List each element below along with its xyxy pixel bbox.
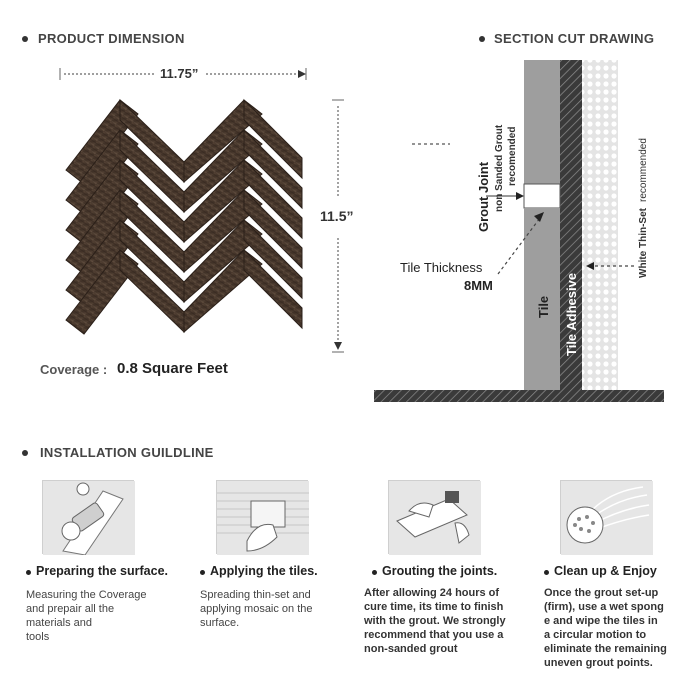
- step-3-desc-line: After allowing 24 hours of: [364, 587, 500, 599]
- step-1-desc-line: materials and: [26, 617, 93, 629]
- step-1-desc-line: Measuring the Coverage: [26, 589, 147, 601]
- step-2-desc: [200, 588, 350, 630]
- step-4-desc-line: e and wipe the tiles in: [544, 615, 658, 627]
- trowel-icon: [217, 481, 309, 555]
- step-2-desc-line: applying mosaic on the: [200, 603, 313, 615]
- step-4-image: [560, 480, 652, 554]
- step-2-bullet: [200, 570, 205, 575]
- thickness-value: 8MM: [464, 278, 493, 293]
- grout-note-line2: recomended: [507, 126, 518, 186]
- step-2-desc-line: Spreading thin-set and: [200, 589, 311, 601]
- step-3-image: [388, 480, 480, 554]
- step-3-desc-line: non-sanded grout: [364, 643, 458, 655]
- coverage-label: Coverage :: [40, 362, 108, 377]
- step-1-desc: [26, 588, 176, 644]
- step-3-desc-line: with the grout. We strongly: [364, 615, 506, 627]
- grout-float-icon: [389, 481, 481, 555]
- step-1-bullet: [26, 570, 31, 575]
- herringbone-tile-image: [58, 92, 310, 348]
- thinset-label-b: recommended: [638, 138, 649, 202]
- step-4-desc-line: Once the grout set-up: [544, 587, 659, 599]
- step-1-desc-line: tools: [26, 631, 50, 643]
- step-2-image: [216, 480, 308, 554]
- step-3-desc-line: cure time, its time to finish: [364, 601, 504, 613]
- step-4-desc-line: a circular motion to: [544, 629, 647, 641]
- step-3-desc-line: recommend that you use a: [364, 629, 504, 641]
- tile-thickness-label: Tile Thickness: [400, 260, 483, 275]
- step-1-image: [42, 480, 134, 554]
- substrate-layer: [582, 60, 618, 390]
- step-4-title: Clean up & Enjoy: [554, 564, 657, 578]
- width-label: 11.75”: [160, 66, 199, 81]
- step-4-desc-line: uneven grout points.: [544, 657, 653, 669]
- grout-joint-gap: [524, 184, 560, 208]
- step-4-bullet: [544, 570, 549, 575]
- section-heading-bullet: [479, 36, 485, 42]
- step-2-desc-line: surface.: [200, 617, 240, 629]
- upper-tile: [524, 60, 560, 184]
- tile-label: Tile: [536, 295, 551, 318]
- sponge-icon: [561, 481, 653, 555]
- height-dimension-line: [330, 98, 346, 356]
- step-4-desc-line: eliminate the remaining: [544, 643, 667, 655]
- step-3-desc: [364, 586, 534, 656]
- section-cut-heading: SECTION CUT DRAWING: [494, 31, 655, 46]
- step-2-title: Applying the tiles.: [210, 564, 318, 578]
- step-3-title: Grouting the joints.: [382, 564, 498, 578]
- grout-note-line1: non Sanded Grout: [494, 124, 505, 212]
- step-1-title: Preparing the surface.: [36, 564, 168, 578]
- coverage-value: 0.8 Square Feet: [117, 360, 228, 377]
- section-cut-drawing: [370, 56, 670, 406]
- step-4-desc-line: (firm), use a wet spong: [544, 601, 664, 613]
- installation-heading-bullet: [22, 450, 28, 456]
- installation-heading: INSTALLATION GUILDLINE: [40, 445, 214, 460]
- product-heading-bullet: [22, 36, 28, 42]
- tile-adhesive-label: Tile Adhesive: [564, 272, 579, 356]
- floor-base: [374, 390, 664, 402]
- thinset-label-a: White Thin-Set: [638, 208, 649, 278]
- step-1-desc-line: and prepair all the: [26, 603, 115, 615]
- height-label: 11.5”: [320, 208, 354, 224]
- step-3-bullet: [372, 570, 377, 575]
- step-4-desc: [544, 586, 694, 670]
- product-dimension-heading: PRODUCT DIMENSION: [38, 31, 185, 46]
- measuring-tape-icon: [43, 481, 135, 555]
- grout-joint-label: Grout Joint: [476, 161, 491, 232]
